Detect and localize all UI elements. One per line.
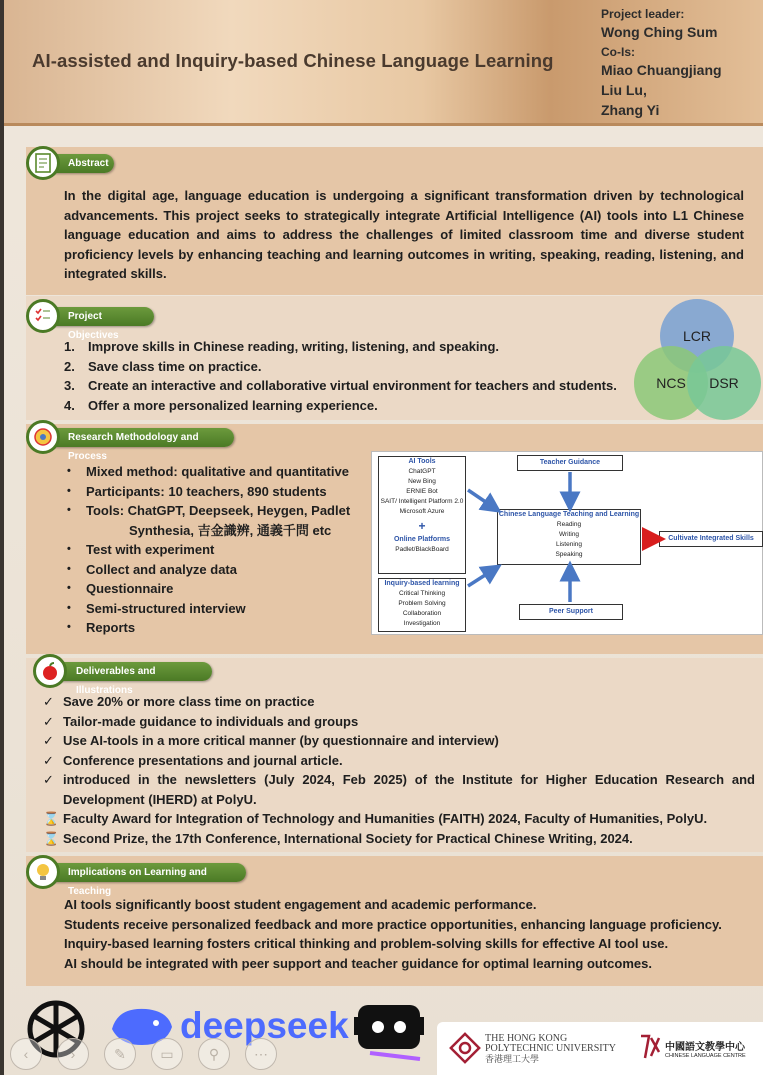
polyu-name-zh: 香港理工大學 — [485, 1054, 540, 1064]
leader-label: Project leader: — [601, 7, 685, 21]
list-item: ✓ Save 20% or more class time on practice — [43, 694, 315, 709]
inquiry-box — [378, 578, 466, 632]
plus-sign: + — [418, 519, 426, 533]
skill-item: Reading — [556, 521, 582, 528]
coi-name: Zhang Yi — [601, 102, 660, 118]
ai-tools-title: AI Tools — [408, 458, 436, 465]
deliverables-list — [43, 692, 755, 848]
list-item: 3. Create an interactive and collaborative virtual environment for teachers and students. — [64, 378, 617, 393]
clc-name — [665, 1038, 746, 1059]
apple-icon — [33, 654, 67, 688]
polyu-name — [485, 1034, 616, 1064]
ai-tools-box — [378, 456, 466, 574]
process-icon — [26, 420, 60, 454]
list-item: AI should be integrated with peer support and teacher guidance for optimal learning outcomes. — [64, 955, 652, 971]
clc-emblem — [637, 1032, 663, 1062]
pen-icon[interactable]: ✎ — [104, 1038, 136, 1070]
objectives-label: Project Objectives — [28, 307, 154, 326]
methodology-label: Research Methodology and Process — [28, 428, 234, 447]
deliverables-label: Deliverables and Illustrations — [36, 662, 212, 681]
tool-item: ERNIE Bot — [406, 488, 438, 495]
list-item: ✓ Use AI-tools in a more critical manner (by questionnaire and interview) — [43, 733, 499, 748]
list-item: 2. Save class time on practice. — [64, 358, 262, 374]
project-team — [601, 6, 722, 120]
objectives-list — [64, 337, 648, 415]
arrow-inquiry-to-center — [468, 570, 493, 586]
process-diagram — [371, 451, 763, 635]
list-item: ✓ Conference presentations and journal article. — [43, 752, 343, 768]
peer-support-label: Peer Support — [549, 608, 593, 615]
poster-title: AI-assisted and Inquiry-based Chinese Language Learning — [32, 50, 554, 71]
tool-item: Microsoft Azure — [399, 508, 445, 515]
tool-item: SAIT/ Intelligent Platform 2.0 — [380, 498, 464, 505]
forward-icon[interactable]: › — [57, 1038, 89, 1070]
skill-item: Listening — [555, 541, 583, 548]
teacher-guidance-box — [517, 455, 623, 471]
clc-name-en: CHINESE LANGUAGE CENTRE — [665, 1053, 746, 1059]
tool-item: New Bing — [408, 478, 436, 485]
list-item: 1. Improve skills in Chinese reading, writing, listening, and speaking. — [64, 339, 500, 354]
list-item: • Semi-structured interview — [67, 600, 246, 616]
list-item: • Questionnaire — [67, 581, 174, 596]
online-title: Online Platforms — [393, 536, 450, 543]
abstract-text: In the digital age, language education is undergoing a significant transformation driven by technological advancements. This project seeks to strategically integrate Artificial Intelligence (AI) tools into L1 Chinese language education and aims to address the challenges of limited classroom time and diverse student proficiency levels by enhancing teaching and learning outcomes in writing, speaking, reading, listening, and integrated skills. — [64, 188, 744, 281]
abstract-label: Abstract — [28, 154, 114, 173]
polyu-name-line2: POLYTECHNIC UNIVERSITY — [485, 1043, 616, 1054]
document-icon — [26, 146, 60, 180]
clc-name-zh: 中國語文教學中心 — [665, 1042, 745, 1053]
zoom-icon[interactable]: ⚲ — [198, 1038, 230, 1070]
coi-name: Liu Lu, — [601, 82, 647, 98]
list-item: • Tools: ChatGPT, Deepseek, Heygen, Padlet Synthesia, 吉金識辨, 通義千問 etc — [67, 503, 351, 538]
venn-diagram — [630, 296, 762, 418]
list-item: 4. Offer a more personalized learning experience. — [64, 397, 378, 413]
arrow-ai-to-center — [468, 490, 493, 507]
list-item: ✓ Tailor-made guidance to individuals and groups — [43, 713, 359, 729]
inquiry-title: Inquiry-based learning — [384, 580, 460, 587]
inquiry-item: Investigation — [403, 620, 441, 627]
implications-list — [64, 895, 754, 973]
list-item: • Participants: 10 teachers, 890 students — [67, 483, 327, 499]
inquiry-item: Critical Thinking — [398, 590, 446, 597]
deepseek-wordmark: deepseek — [180, 1005, 349, 1046]
teacher-guidance-label: Teacher Guidance — [539, 459, 601, 466]
outcome-label: Cultivate Integrated Skills — [668, 535, 754, 542]
venn-circle-lcr: LCR — [660, 299, 734, 373]
tools-continued: Synthesia, 吉金識辨, 通義千問 etc — [129, 522, 332, 538]
header-banner — [4, 0, 763, 126]
inquiry-item: Collaboration — [402, 610, 442, 617]
coi-name: Miao Chuangjiang — [601, 62, 722, 78]
polyu-emblem — [449, 1032, 481, 1064]
list-item: ✓ introduced in the newsletters (July 2024, Feb 2025) of the Institute for Higher Education Research and Development (IHERD) at PolyU. — [43, 772, 755, 807]
peer-support-box — [519, 604, 623, 620]
list-item: Students receive personalized feedback and more practice opportunities, enhancing language proficiency. — [64, 916, 722, 932]
cois-label: Co-Is: — [601, 45, 635, 59]
list-item: • Mixed method: qualitative and quantitative — [67, 464, 349, 479]
skill-item: Speaking — [555, 551, 583, 558]
implications-label: Implications on Learning and Teaching — [28, 863, 246, 882]
list-item: ⌛ Second Prize, the 17th Conference, International Society for Practical Chinese Writing, 2024. — [43, 830, 633, 846]
venn-circle-ncs: NCS — [634, 346, 708, 420]
skill-item: Writing — [558, 531, 580, 538]
lightbulb-icon — [26, 855, 60, 889]
leader-name: Wong Ching Sum — [601, 24, 718, 40]
venn-circle-dsr: DSR — [687, 346, 761, 420]
more-icon[interactable]: ⋯ — [245, 1038, 277, 1070]
list-item: • Reports — [67, 620, 136, 635]
list-item: • Collect and analyze data — [67, 561, 237, 577]
online-item: Padlet/BlackBoard — [395, 546, 449, 553]
list-item: Inquiry-based learning fosters critical thinking and problem-solving skills for effective AI tool use. — [64, 936, 669, 951]
list-item: • Test with experiment — [67, 542, 215, 557]
robot-logo — [350, 997, 432, 1067]
checklist-icon — [26, 299, 60, 333]
outcome-box — [659, 531, 763, 547]
tool-item: ChatGPT — [408, 468, 436, 475]
methodology-list — [67, 462, 376, 638]
polyu-name-line1: THE HONG KONG — [485, 1033, 568, 1044]
left-edge — [0, 0, 4, 1075]
back-icon[interactable]: ‹ — [10, 1038, 42, 1070]
inquiry-item: Problem Solving — [398, 600, 446, 607]
center-title: Chinese Language Teaching and Learning — [498, 511, 640, 518]
list-item: AI tools significantly boost student engagement and academic performance. — [64, 897, 537, 912]
list-item: ⌛ Faculty Award for Integration of Technology and Humanities (FAITH) 2024, Faculty of Humanities, PolyU. — [43, 811, 708, 826]
pages-icon[interactable]: ▭ — [151, 1038, 183, 1070]
center-box — [497, 509, 641, 565]
institution-logos — [437, 1022, 763, 1075]
